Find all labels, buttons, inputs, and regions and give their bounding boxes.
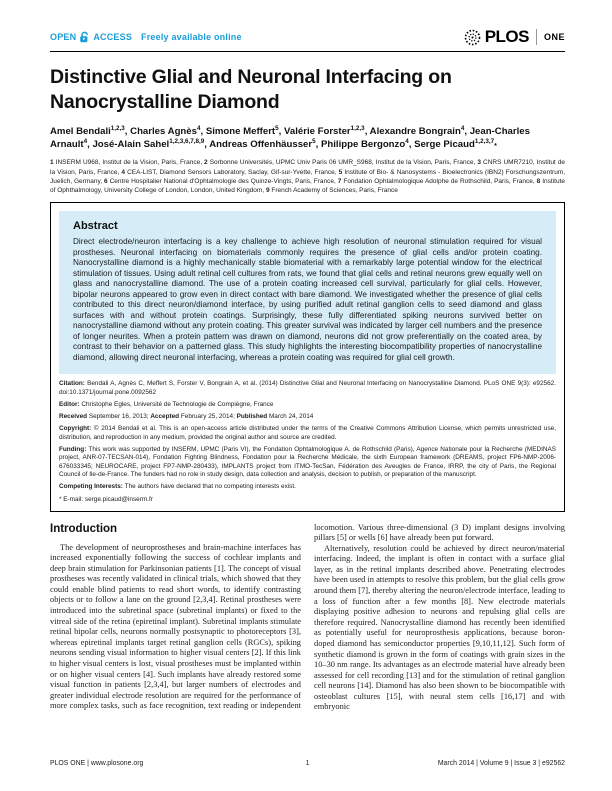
editor-note: Editor: Christophe Egles, Université de Technologie de Compiègne, France bbox=[59, 400, 274, 408]
author: Charles Agnès$^4$ bbox=[130, 124, 201, 137]
footer-journal-url: PLOS ONE | www.plosone.org bbox=[50, 760, 144, 767]
author: Serge Picaud$^{1,2,3,7}$* bbox=[414, 138, 497, 151]
competing-interests-note: Competing Interests: The authors have declared that no competing interests exist. bbox=[59, 483, 296, 491]
abstract-box bbox=[59, 211, 556, 374]
journal-name: PLOS bbox=[484, 27, 529, 46]
body-paragraph: Alternatively, resolution could be achieved by direct neuron/material interfacing. Indeed, the implant is often in contact with a surface glial layer, as in the retinal implants described above. Penetrating electrodes have been used in attempts to resolve this problem, but the glial cells grow around them [7], thereby altering the neuron/electrode interface, leading to a loss of function after a few months [8]. New electrode materials displaying positive adhesion to neurons and repulsing glial cells are therefore required. Nanocrystalline diamond has recently been identified as potentially useful for neuroprosthesis applications, because boron-doped diamond has semiconductor properties [9,10,11,12]. Such form of synthetic diamond is grown in the form of coatings with grain sizes in the 10–30 nm range. Its advantages as an electrode material have already been assessed for cell recording [13] and for the stimulation of retinal ganglion cell neurons [14]. Diamond has also been shown to be biocompatible with osteoblast cultures [15], with neural stem cells [16,17] and with embryonic bbox=[314, 543, 565, 712]
open-access-banner bbox=[50, 31, 242, 43]
article-metadata-notes bbox=[59, 380, 556, 504]
body-paragraph: The development of neuroprostheses and brain-machine interfaces has increased exponentially following the success of cochlear implants and deep brain stimulation for Parkinsonian patients [1]. The concept of visual prostheses was recently validated in clinical trials, which showed that they could enable blind patients to read short words, to identify contrasting objects or to follow a lane on the ground [2,3,4]. Retinal prostheses were introduced into the subretinal space (subretinal implants) or fixed to the vitreal side of the retina (epiretinal implant). Subretinal implants stimulate retinal bipolar cells, neurons normally postsynaptic to photoreceptors [3], whereas epiretinal implants target retinal ganglion cells (RGCs), spiking neurons sending visual information to higher visual centers [2]. If this link to higher visual centers is lost, visual prostheses must be implanted within or on higher visual centers [4]. Such implants have already restored some visual function in patients [2,3,4], but larger numbers of electrodes and greater individual electrode resolution are required for the performance of more complex tasks, such as face recognition, text reading or independent locomotion. Various three-dimensional (3 D) implant designs involving pillars [5] or wells [6] have already been put forward. bbox=[50, 522, 565, 711]
author-list: Amel Bendali$^{1,2,3}$, Charles Agnès$^4$, Simone Meffert$^5$, Valérie Forster$^{1,2,3}$, Alexandre Bongrain$^4$, Jean-Charles Arnault$^4$, José-Alain Sahel$^{1,2,3,6,7,8,9}$, Andreas Offenhäusser$^5$, Philippe Bergonzo$^4$, Serge Picaud$^{1,2,3,7}$* bbox=[50, 124, 530, 151]
author: José-Alain Sahel$^{1,2,3,6,7,8,9}$ bbox=[92, 138, 205, 151]
header-rule bbox=[50, 51, 565, 52]
open-access-lock-icon bbox=[79, 31, 90, 43]
metadata-box bbox=[50, 202, 565, 511]
author: Simone Meffert$^5$ bbox=[205, 124, 279, 137]
page-footer bbox=[50, 760, 565, 767]
page-header bbox=[50, 26, 565, 48]
plos-sphere-icon bbox=[464, 29, 481, 46]
article-title: Distinctive Glial and Neuronal Interfacing on Nanocrystalline Diamond bbox=[50, 66, 452, 114]
author: Andreas Offenhäusser$^5$ bbox=[209, 138, 316, 151]
freely-available-label: Freely available online bbox=[141, 32, 242, 42]
dates-note: Received September 16, 2013; Accepted February 25, 2014; Published March 24, 2014 bbox=[59, 412, 314, 420]
journal-edition: ONE bbox=[543, 32, 565, 42]
author: Alexandre Bongrain$^4$ bbox=[369, 124, 465, 137]
open-label: OPEN bbox=[50, 32, 77, 42]
citation-note: Citation: Bendali A, Agnès C, Meffert S, Forster V, Bongrain A, et al. (2014) Distinctive Glial and Neuronal Interfacing on Nanocrystalline Diamond. PLoS ONE 9(3): e92562. doi:10.1371/journal.pone.0092562 bbox=[59, 380, 556, 396]
footer-page-number: 1 bbox=[305, 760, 310, 767]
affiliations: 1 INSERM U968, Institut de la Vision, Paris, France, 2 Sorbonne Universités, UPMC Univ Paris 06 UMR_S968, Institut de la Vision, Paris, France, 3 CNRS UMR7210, Institut de la Vision, Paris, France, 4 CEA-LIST, Diamond Sensors Laboratory, Saclay, Gif-sur-Yvette, France, 5 Institute of Bio- & Nanosystems - Bioelectronics (IBN2) Forschungszentrum, Juelich, Germany, 6 Centre Hospitalier National d'Ophtalmologie des Quinze-Vingts, Paris, France, 7 Fondation Ophtalmologique Adolphe de Rothschild, Paris, France, 8 Institute of Ophthalmology, University College of London, London, United Kingdom, 9 French Academy of Sciences, Paris, France bbox=[50, 159, 566, 194]
introduction-paragraphs bbox=[50, 523, 565, 713]
author: Amel Bendali$^{1,2,3}$ bbox=[50, 124, 125, 137]
copyright-note: Copyright: © 2014 Bendali et al. This is an open-access article distributed under the terms of the Creative Commons Attribution License, which permits unrestricted use, distribution, and reproduction in any medium, provided the original author and source are credited. bbox=[59, 424, 556, 441]
author: Philippe Bergonzo$^4$ bbox=[320, 138, 409, 151]
author: Jean-Charles Arnault$^4$ bbox=[50, 125, 530, 151]
logo-divider bbox=[536, 29, 537, 45]
introduction-heading: Introduction bbox=[50, 522, 118, 535]
introduction-section bbox=[50, 523, 565, 737]
abstract-heading: Abstract bbox=[73, 220, 118, 233]
footer-issue-info: March 2014 | Volume 9 | Issue 3 | e92562 bbox=[437, 760, 565, 767]
access-label: ACCESS bbox=[93, 32, 133, 42]
author: Valérie Forster$^{1,2,3}$ bbox=[284, 124, 365, 137]
abstract-text: Direct electrode/neuron interfacing is a key challenge to achieve high resolution of neuronal stimulation required for visual prostheses. Neuronal interfacing on biomaterials commonly requires the presence of glial cells and/or protein coating. Nanocrystalline diamond is a highly mechanically stable biomaterial with a remarkably large potential window for the electrical stimulation of tissues. Using adult retinal cell cultures from rats, we found that glial cells and retinal neurons grew equally well on glass and nanocrystalline diamond. The use of a protein coating increased cell survival, particularly for glial cells. However, bipolar neurons appeared to grow even in direct contact with bare diamond. We investigated whether the presence of glial cells contributed to this direct neuron/diamond interface, by using purified adult retinal ganglion cells to seed diamond and glass surfaces with and without protein coatings. Surprisingly, these fully differentiated spiking neurons survived better on nanocrystalline diamond without any protein coating. This greater survival was indicated by larger cell numbers and the presence of longer neurites. When a protein pattern was drawn on diamond, neurons did not grow preferentially on the coated area, by contrast to their behavior on a patterned glass. This study highlights the interesting biocompatibility properties of nanocrystalline diamond, allowing direct neuronal interfacing, whereas a protein coating was required for glial cell growth. bbox=[73, 237, 542, 362]
email-note: * E-mail: serge.picaud@inserm.fr bbox=[59, 495, 153, 503]
funding-note: Funding: This work was supported by INSERM, UPMC (Paris VI), the Fondation Ophtalmologique A. de Rothschild (Paris), Agence Nationale pour la Recherche (MEDINAS project, ANR-07-TECSAN-014), Fondation Fighting Blindness, Fondation pour la Recherche Médicale, the sixth European framework (DREAMS, project FP6-NMP-2006-676033345; NEUROCARE, project FP7-NMP-280433), IMPLANTS project from ITMO-TecSan, Fédération des Aveugles de France, IRRP, the city of Paris, the Regional Council of Ile-de-France. The funders had no role in study design, data collection and analysis, decision to publish, or preparation of the manuscript. bbox=[59, 445, 556, 479]
plos-one-logo bbox=[464, 27, 565, 47]
